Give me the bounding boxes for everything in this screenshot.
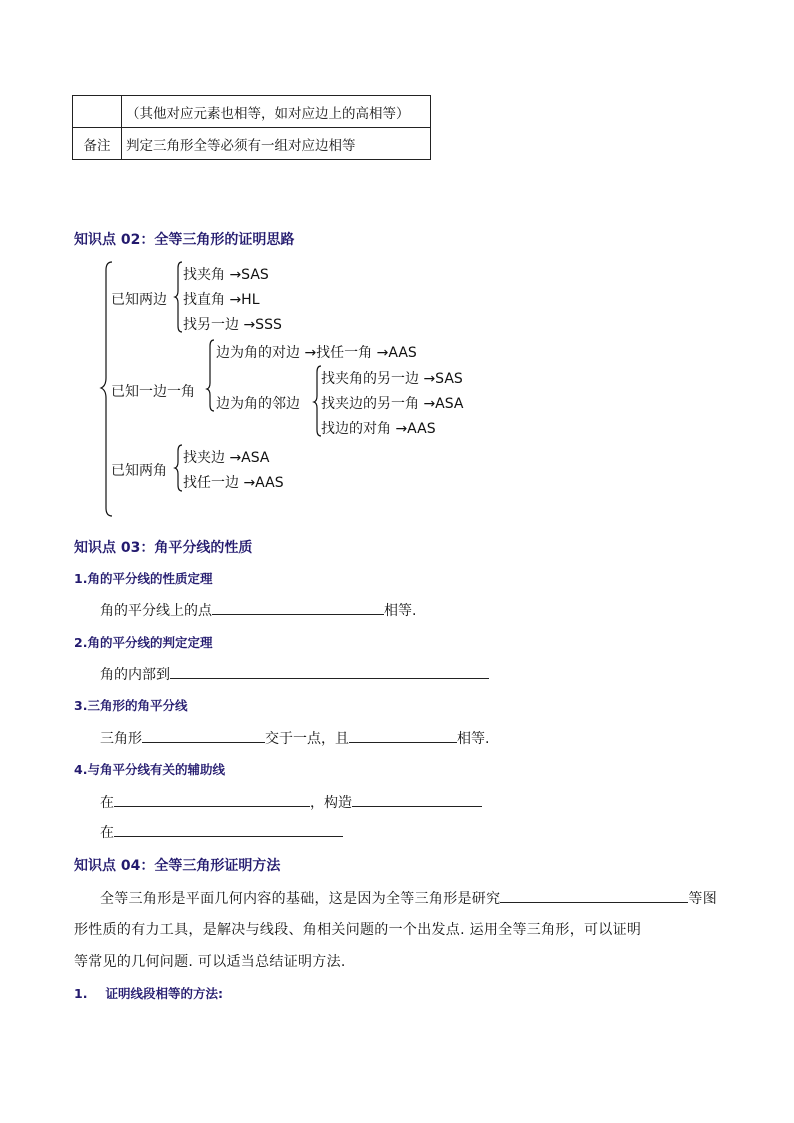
table-cell-text: （其他对应元素也相等，如对应边上的高相等） [122, 96, 431, 128]
tree-known-one-side-one-angle: 已知一边一角 [111, 384, 195, 400]
fill-line-2 [100, 664, 489, 684]
fill-text-after: 相等. [457, 731, 490, 747]
fill-text-before: 角的平分线上的点 [100, 603, 212, 619]
item-title-2: 2.角的平分线的判定定理 [74, 635, 213, 650]
paragraph-line-3: 等常见的几何问题. 可以适当总结证明方法. [74, 954, 346, 970]
table-cell-text: 判定三角形全等必须有一组对应边相等 [122, 128, 431, 160]
fill-text-mid: 交于一点，且 [265, 731, 349, 747]
answer-blank[interactable] [142, 728, 265, 743]
answer-blank[interactable] [114, 792, 310, 807]
tree-node-adjacent-side: 边为角的邻边 [216, 396, 300, 412]
tree-node-sas: 找夹角 →SAS [183, 267, 269, 283]
fill-text-before: 角的内部到 [100, 667, 170, 683]
tree-known-two-angles: 已知两角 [111, 463, 167, 479]
fill-line-4a [100, 792, 482, 812]
section-heading-02: 知识点 02：全等三角形的证明思路 [74, 232, 295, 248]
tree-node-hl: 找直角 →HL [183, 292, 260, 308]
tree-node-two-angles-asa: 找夹边 →ASA [183, 450, 270, 466]
tree-node-sss: 找另一边 →SSS [183, 317, 282, 333]
fill-text-mid: ，构造 [310, 795, 352, 811]
fill-line-1 [100, 600, 416, 620]
tree-node-two-angles-aas: 找任一边 →AAS [183, 475, 284, 491]
one-side-brace [207, 340, 214, 411]
paragraph-text: 全等三角形是平面几何内容的基础，这是因为全等三角形是研究 [100, 891, 501, 907]
answer-blank[interactable] [170, 664, 489, 679]
tree-node-adj-aas: 找边的对角 →AAS [321, 421, 436, 437]
answer-blank[interactable] [500, 888, 688, 903]
item-title-3: 3.三角形的角平分线 [74, 698, 188, 713]
paragraph-line-1 [100, 888, 717, 908]
fill-text-before: 三角形 [100, 731, 142, 747]
table-cell-label: 备注 [73, 128, 122, 160]
fill-text-after: 相等. [384, 603, 417, 619]
fill-text-before: 在 [100, 825, 114, 841]
section-heading-04: 知识点 04：全等三角形证明方法 [74, 858, 281, 874]
fill-text-before: 在 [100, 795, 114, 811]
method-title-text: 证明线段相等的方法: [105, 986, 223, 1001]
fill-line-3 [100, 728, 489, 748]
method-number: 1. [74, 986, 88, 1001]
adjacent-brace [314, 366, 321, 436]
tree-known-two-sides: 已知两边 [111, 292, 167, 308]
item-title-1: 1.角的平分线的性质定理 [74, 571, 213, 586]
answer-blank[interactable] [349, 728, 457, 743]
answer-blank[interactable] [212, 600, 384, 615]
paragraph-text: 等图 [688, 891, 718, 907]
method-title-1 [74, 984, 223, 1002]
tree-node-adj-sas: 找夹角的另一边 →SAS [321, 371, 463, 387]
answer-blank[interactable] [352, 792, 482, 807]
tree-node-adj-asa: 找夹边的另一角 →ASA [321, 396, 464, 412]
item-title-4: 4.与角平分线有关的辅助线 [74, 762, 225, 777]
tree-node-opposite-side: 边为角的对边 →找任一角 →AAS [216, 345, 417, 361]
section-heading-03: 知识点 03：角平分线的性质 [74, 540, 253, 556]
paragraph-line-2: 形性质的有力工具，是解决与线段、角相关问题的一个出发点. 运用全等三角形，可以证明 [74, 922, 642, 938]
answer-blank[interactable] [114, 822, 343, 837]
two-angles-brace [175, 445, 182, 491]
fill-line-4b [100, 822, 343, 842]
two-sides-brace [175, 262, 182, 332]
